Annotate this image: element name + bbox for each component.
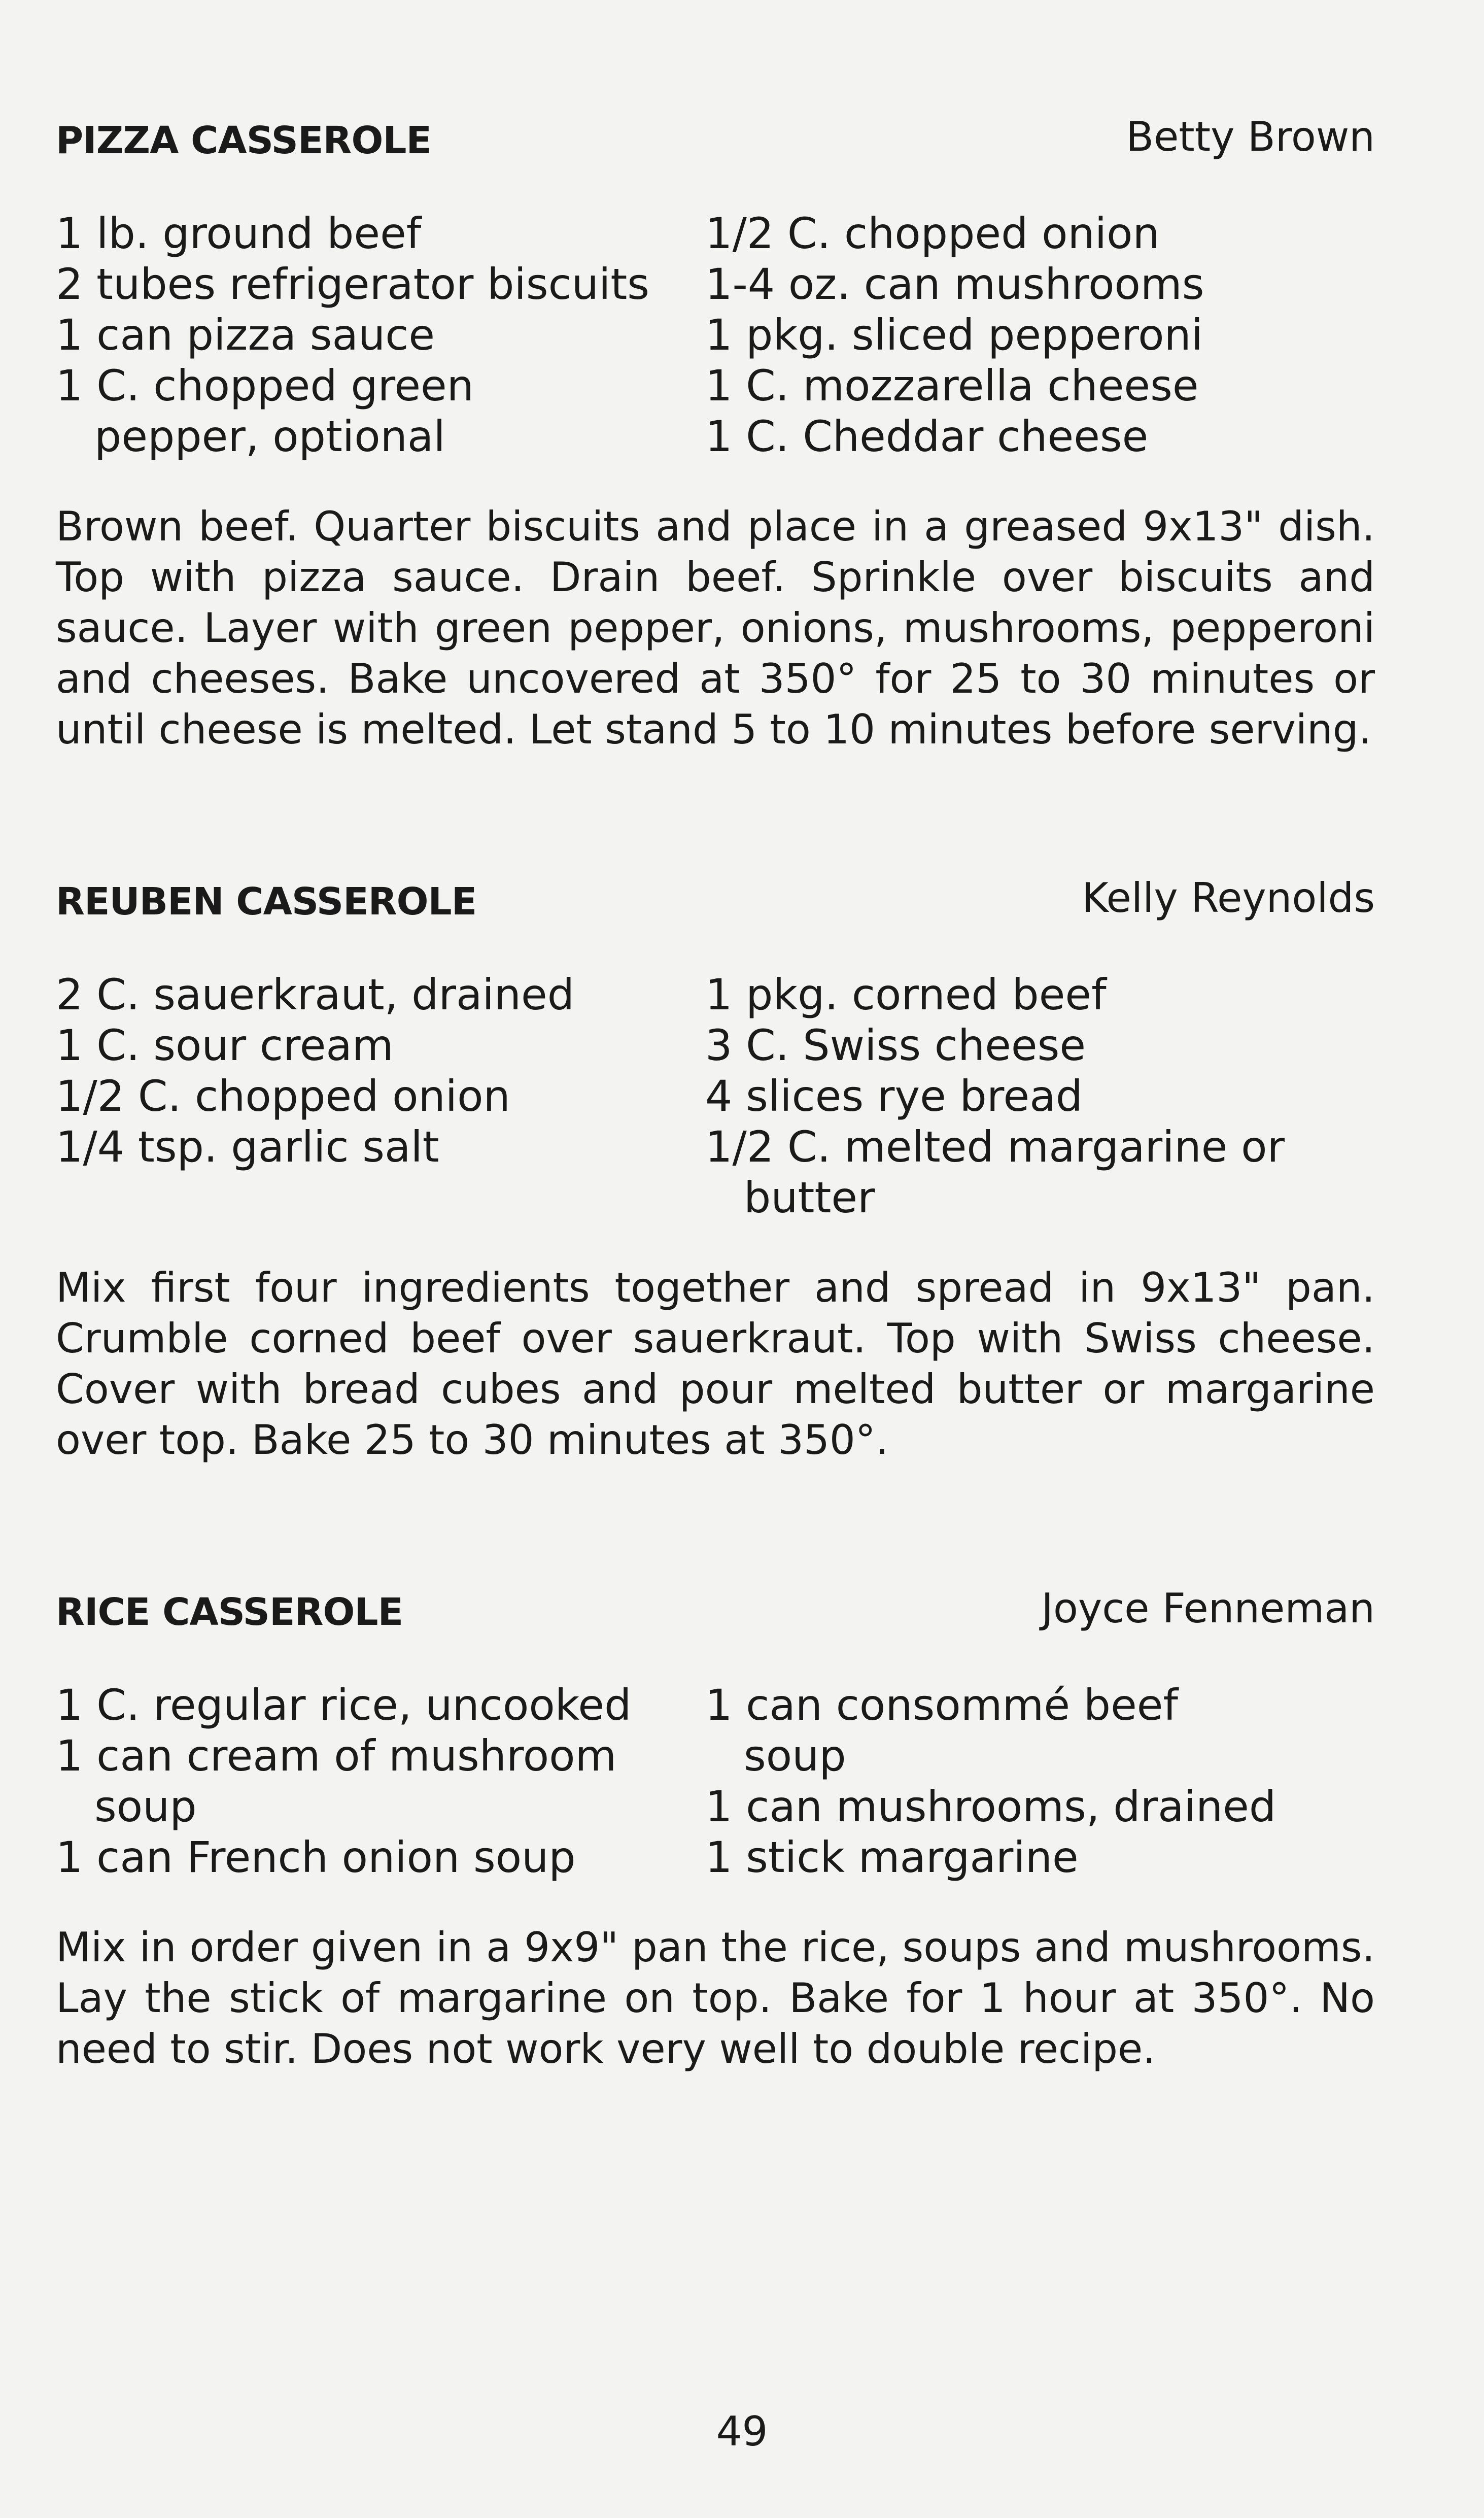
recipe-author: Joyce Fenneman: [1041, 1585, 1375, 1632]
ingredient-column-left: [56, 969, 705, 1223]
recipe-directions: Brown beef. Quarter biscuits and place in a greased 9x13" dish. Top with pizza sauce. Drain beef. Sprinkle over biscuits and sauce. Layer with green pepper, onions, mushrooms, pepperoni and cheeses. Bake uncovered at 350° for 25 to 30 minutes or until cheese is melted. Let stand 5 to 10 minutes before serving.: [56, 503, 1375, 753]
ingredient-item: 1/2 C. melted margarine or: [705, 1122, 1285, 1172]
ingredient-column-right: [705, 969, 1365, 1223]
ingredient-item: soup: [744, 1731, 846, 1781]
ingredient-item: 1 pkg. sliced pepperoni: [705, 310, 1203, 360]
ingredient-item: 1 lb. ground beef: [56, 209, 422, 258]
ingredient-item: 2 tubes refrigerator biscuits: [56, 259, 650, 309]
recipe-rice-casserole: [56, 1573, 1375, 2074]
ingredient-item: 1-4 oz. can mushrooms: [705, 259, 1204, 309]
ingredient-item: 1 C. sour cream: [56, 1020, 394, 1070]
recipe-header: [56, 863, 1375, 924]
ingredient-item: 1 C. regular rice, uncooked: [56, 1680, 632, 1730]
page-number: 49: [716, 2408, 768, 2455]
ingredient-list: [56, 208, 1375, 462]
recipe-directions: Mix in order given in a 9x9" pan the rice, soups and mushrooms. Lay the stick of margarine on top. Bake for 1 hour at 350°. No need to stir. Does not work very well to double recipe.: [56, 1924, 1375, 2072]
recipe-title: REUBEN CASSEROLE: [56, 880, 477, 924]
ingredient-item: 1/2 C. chopped onion: [705, 209, 1160, 258]
ingredient-item: 1 pkg. corned beef: [705, 970, 1107, 1019]
ingredient-item: 1/4 tsp. garlic salt: [56, 1122, 439, 1172]
ingredient-column-right: [705, 208, 1365, 462]
recipe-header: [56, 1573, 1375, 1634]
ingredient-item: 1 can French onion soup: [56, 1832, 576, 1882]
ingredient-list: [56, 969, 1375, 1223]
ingredient-item: soup: [94, 1782, 197, 1831]
recipe-author: Betty Brown: [1126, 113, 1375, 160]
ingredient-item: 1 can pizza sauce: [56, 310, 435, 360]
recipe-reuben-casserole: [56, 863, 1375, 1466]
ingredient-item: butter: [744, 1173, 875, 1222]
ingredient-column-left: [56, 1680, 705, 1883]
ingredient-list: [56, 1680, 1375, 1883]
recipe-pizza-casserole: [56, 101, 1375, 755]
ingredient-item: 3 C. Swiss cheese: [705, 1020, 1086, 1070]
recipe-header: [56, 101, 1375, 162]
ingredient-item: 1/2 C. chopped onion: [56, 1071, 510, 1121]
ingredient-item: 1 C. Cheddar cheese: [705, 412, 1149, 461]
ingredient-column-left: [56, 208, 705, 462]
ingredient-item: 1 C. mozzarella cheese: [705, 361, 1199, 411]
recipe-author: Kelly Reynolds: [1082, 874, 1375, 922]
ingredient-item: 1 can consommé beef: [705, 1680, 1178, 1730]
ingredient-column-right: [705, 1680, 1365, 1883]
ingredient-item: pepper, optional: [94, 412, 445, 461]
recipe-title: RICE CASSEROLE: [56, 1590, 403, 1634]
ingredient-item: 1 can mushrooms, drained: [705, 1782, 1276, 1831]
recipe-title: PIZZA CASSEROLE: [56, 119, 432, 162]
ingredient-item: 4 slices rye bread: [705, 1071, 1083, 1121]
ingredient-item: 1 can cream of mushroom: [56, 1731, 617, 1781]
ingredient-item: 2 C. sauerkraut, drained: [56, 970, 575, 1019]
recipe-directions: Mix first four ingredients together and spread in 9x13" pan. Crumble corned beef over sauerkraut. Top with Swiss cheese. Cover with bread cubes and pour melted butter or margarine over top. Bake 25 to 30 minutes at 350°.: [56, 1264, 1375, 1464]
ingredient-item: 1 stick margarine: [705, 1832, 1079, 1882]
ingredient-item: 1 C. chopped green: [56, 361, 474, 411]
